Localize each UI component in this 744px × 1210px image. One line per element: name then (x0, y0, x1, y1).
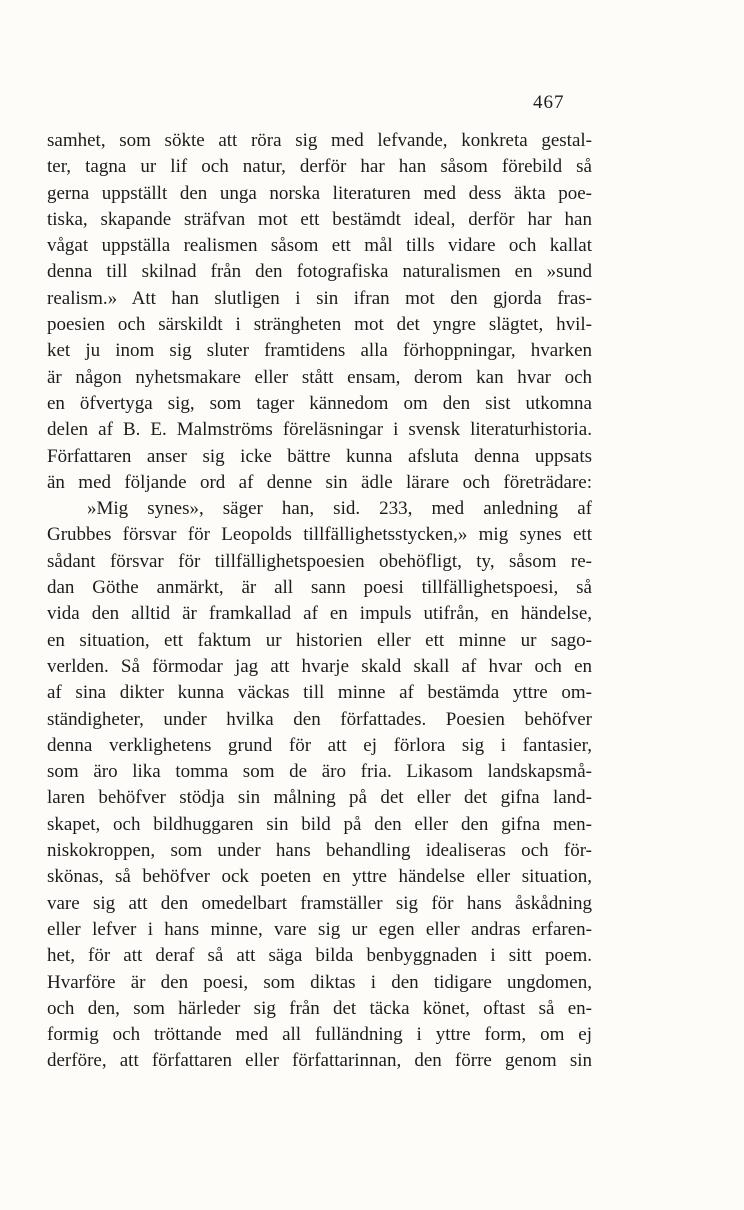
text-line: en situation, ett faktum ur historien eller ett minne ur sago- (47, 629, 592, 651)
text-line: denna verklighetens grund för att ej förlora sig i fantasier, (47, 734, 592, 756)
text-line: än med följande ord af denne sin ädle lärare och företrädare: (47, 471, 592, 493)
text-line: »Mig synes», säger han, sid. 233, med anledning af (87, 498, 592, 520)
text-line: skapet, och bildhuggaren sin bild på den eller den gifna men- (47, 813, 592, 835)
text-line: realism.» Att han slutligen i sin ifran mot den gjorda fras- (47, 287, 592, 309)
text-line: Hvarföre är den poesi, som diktas i den tidigare ungdomen, (47, 971, 592, 993)
text-line: ter, tagna ur lif och natur, derför har han såsom förebild så (47, 156, 592, 178)
text-line: denna till skilnad från den fotografiska naturalismen en »sund (47, 261, 592, 283)
text-line: het, för att deraf så att säga bilda benbyggnaden i sitt poem. (47, 945, 592, 967)
text-line: sådant försvar för tillfällighetspoesien obehöfligt, ty, såsom re- (47, 550, 592, 572)
text-line: är någon nyhetsmakare eller stått ensam, derom kan hvar och (47, 366, 592, 388)
text-line: ket ju inom sig sluter framtidens alla förhoppningar, hvarken (47, 340, 592, 362)
text-line: samhet, som sökte att röra sig med lefvande, konkreta gestal- (47, 130, 592, 151)
text-line: ständigheter, under hvilka den författades. Poesien behöfver (47, 708, 592, 730)
text-line: poesien och särskildt i strängheten mot det yngre slägtet, hvil- (47, 314, 592, 336)
text-line: och den, som härleder sig från det täcka könet, oftast så en- (47, 997, 592, 1019)
text-line: vida den alltid är framkallad af en impuls utifrån, en händelse, (47, 603, 592, 625)
text-line: derföre, att författaren eller författarinnan, den förre genom sin (47, 1050, 592, 1072)
text-line: dan Göthe anmärkt, är all sann poesi tillfällighetspoesi, så (47, 577, 592, 599)
text-line: vare sig att den omedelbart framställer sig för hans åskådning (47, 892, 592, 914)
text-line: delen af B. E. Malmströms föreläsningar i svensk literaturhistoria. (47, 419, 592, 441)
text-line: Författaren anser sig icke bättre kunna afsluta denna uppsats (47, 445, 592, 467)
text-line: verlden. Så förmodar jag att hvarje skald skall af hvar och en (47, 655, 592, 677)
text-line: formig och tröttande med all fulländning i yttre form, om ej (47, 1024, 592, 1046)
text-line: en öfvertyga sig, som tager kännedom om den sist utkomna (47, 392, 592, 414)
text-line: tiska, skapande sträfvan mot ett bestämdt ideal, derför har han (47, 208, 592, 230)
text-line: som äro lika tomma som de äro fria. Likasom landskapsmå- (47, 761, 592, 783)
text-line: gerna uppställt den unga norska literaturen med dess äkta poe- (47, 182, 592, 204)
text-line: skönas, så behöfver ock poeten en yttre händelse eller situation, (47, 866, 592, 888)
text-line: laren behöfver stödja sin målning på det eller det gifna land- (47, 787, 592, 809)
body-text (47, 128, 592, 1075)
text-line: vågat uppställa realismen såsom ett mål tills vidare och kallat (47, 235, 592, 257)
text-line: Grubbes försvar för Leopolds tillfällighetsstycken,» mig synes ett (47, 524, 592, 546)
text-line: eller lefver i hans minne, vare sig ur egen eller andras erfaren- (47, 918, 592, 940)
text-line: niskokroppen, som under hans behandling idealiseras och för- (47, 840, 592, 862)
text-line: af sina dikter kunna väckas till minne af bestämda yttre om- (47, 682, 592, 704)
page-number: 467 (533, 92, 565, 113)
